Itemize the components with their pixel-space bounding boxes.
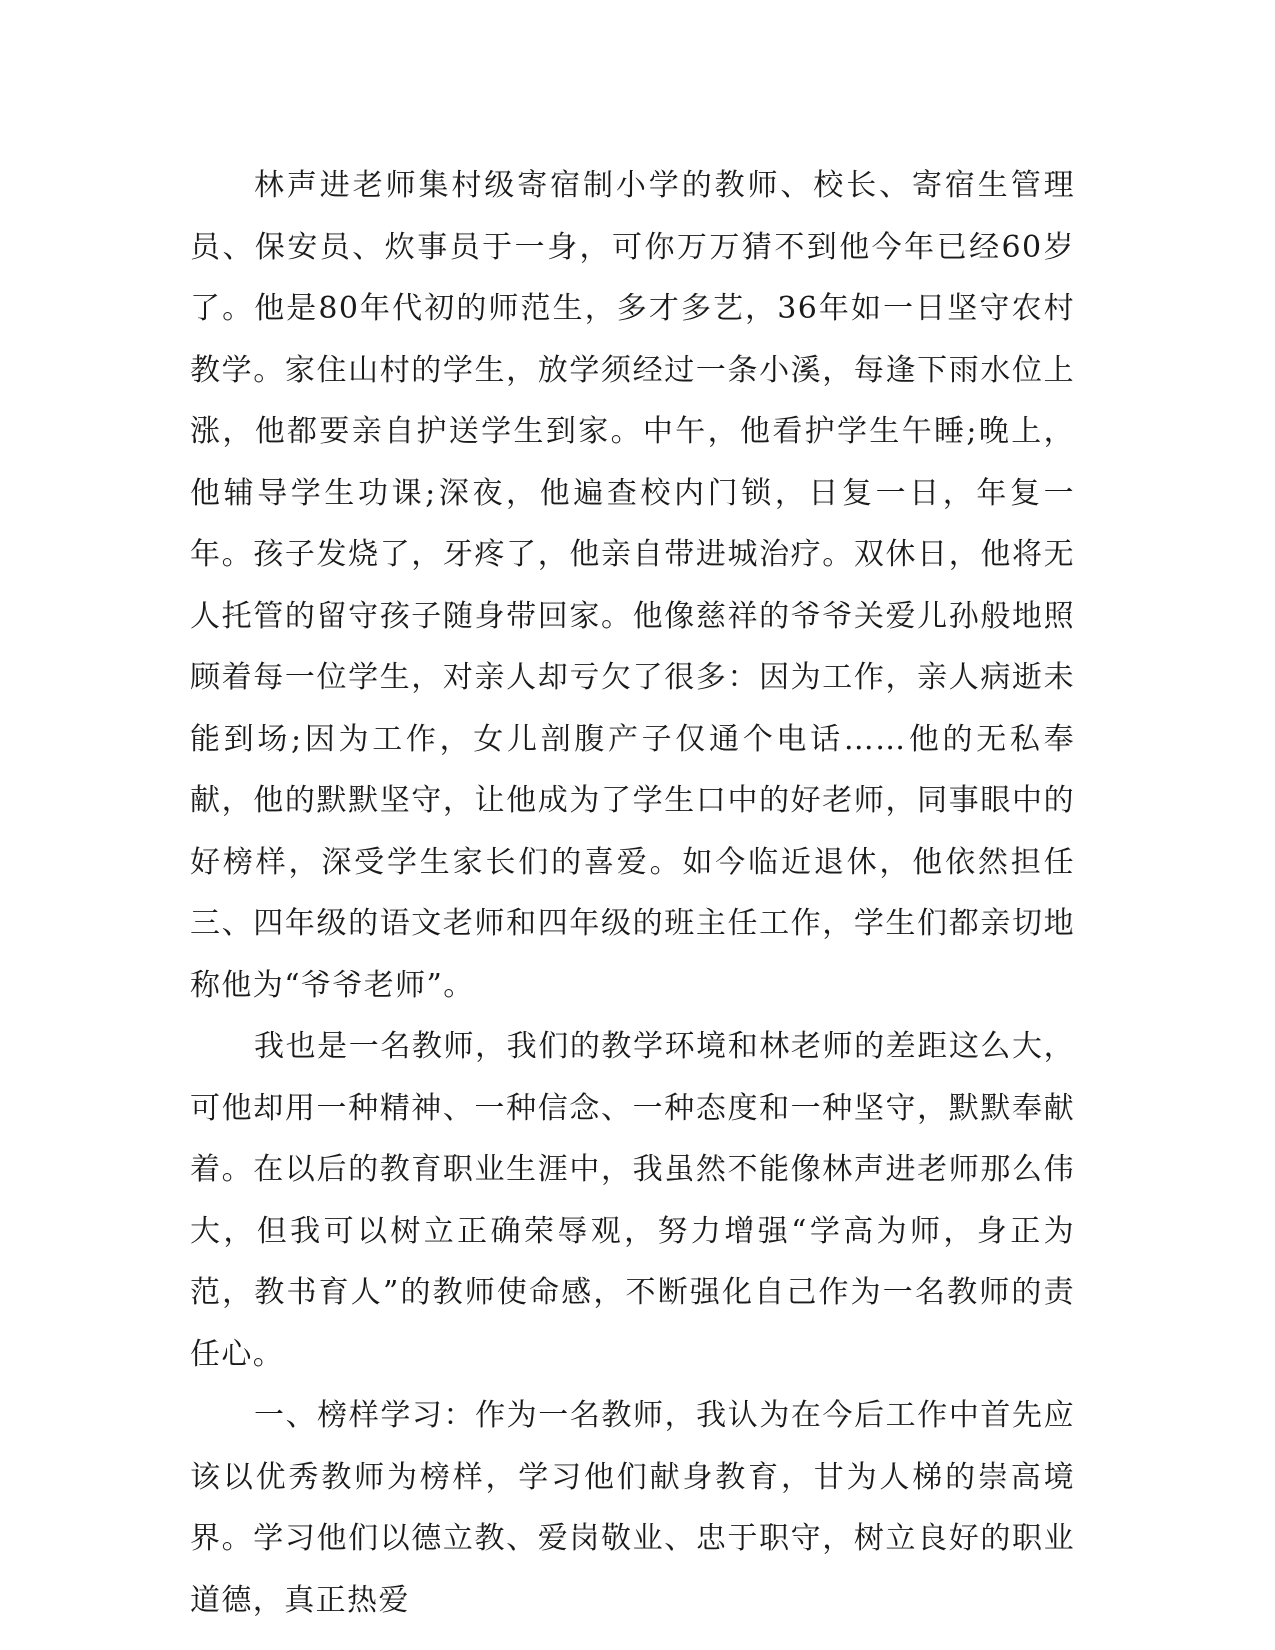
paragraph-self-reflection: 我也是一名教师，我们的教学环境和林老师的差距这么大，可他却用一种精神、一种信念、一种态度和一种坚守，默默奉献着。在以后的教育职业生涯中，我虽然不能像林声进老师那么伟大，但我可以树立正确荣辱观，努力增强“学高为师，身正为范，教书育人”的教师使命感，不断强化自己作为一名教师的责任心。 (190, 1029, 1075, 1372)
paragraph-teacher-lin: 林声进老师集村级寄宿制小学的教师、校长、寄宿生管理员、保安员、炊事员于一身，可你万万猜不到他今年已经60岁了。他是80年代初的师范生，多才多艺，36年如一日坚守农村教学。家住山村的学生，放学须经过一条小溪，每逢下雨水位上涨，他都要亲自护送学生到家。中午，他看护学生午睡;晚上，他辅导学生功课;深夜，他遍查校内门锁，日复一日，年复一年。孩子发烧了，牙疼了，他亲自带进城治疗。双休日，他将无人托管的留守孩子随身带回家。他像慈祥的爷爷关爱儿孙般地照顾着每一位学生，对亲人却亏欠了很多：因为工作，亲人病逝未能到场;因为工作，女儿剖腹产子仅通个电话……他的无私奉献，他的默默坚守，让他成为了学生口中的好老师，同事眼中的好榜样，深受学生家长们的喜爱。如今临近退休，他依然担任三、四年级的语文老师和四年级的班主任工作，学生们都亲切地称他为“爷爷老师”。 (190, 168, 1075, 1003)
document-body (190, 155, 1075, 1631)
paragraph-role-model-learning: 一、榜样学习：作为一名教师，我认为在今后工作中首先应该以优秀教师为榜样，学习他们献身教育，甘为人梯的崇高境界。学习他们以德立教、爱岗敬业、忠于职守，树立良好的职业道德，真正热爱 (190, 1398, 1075, 1618)
